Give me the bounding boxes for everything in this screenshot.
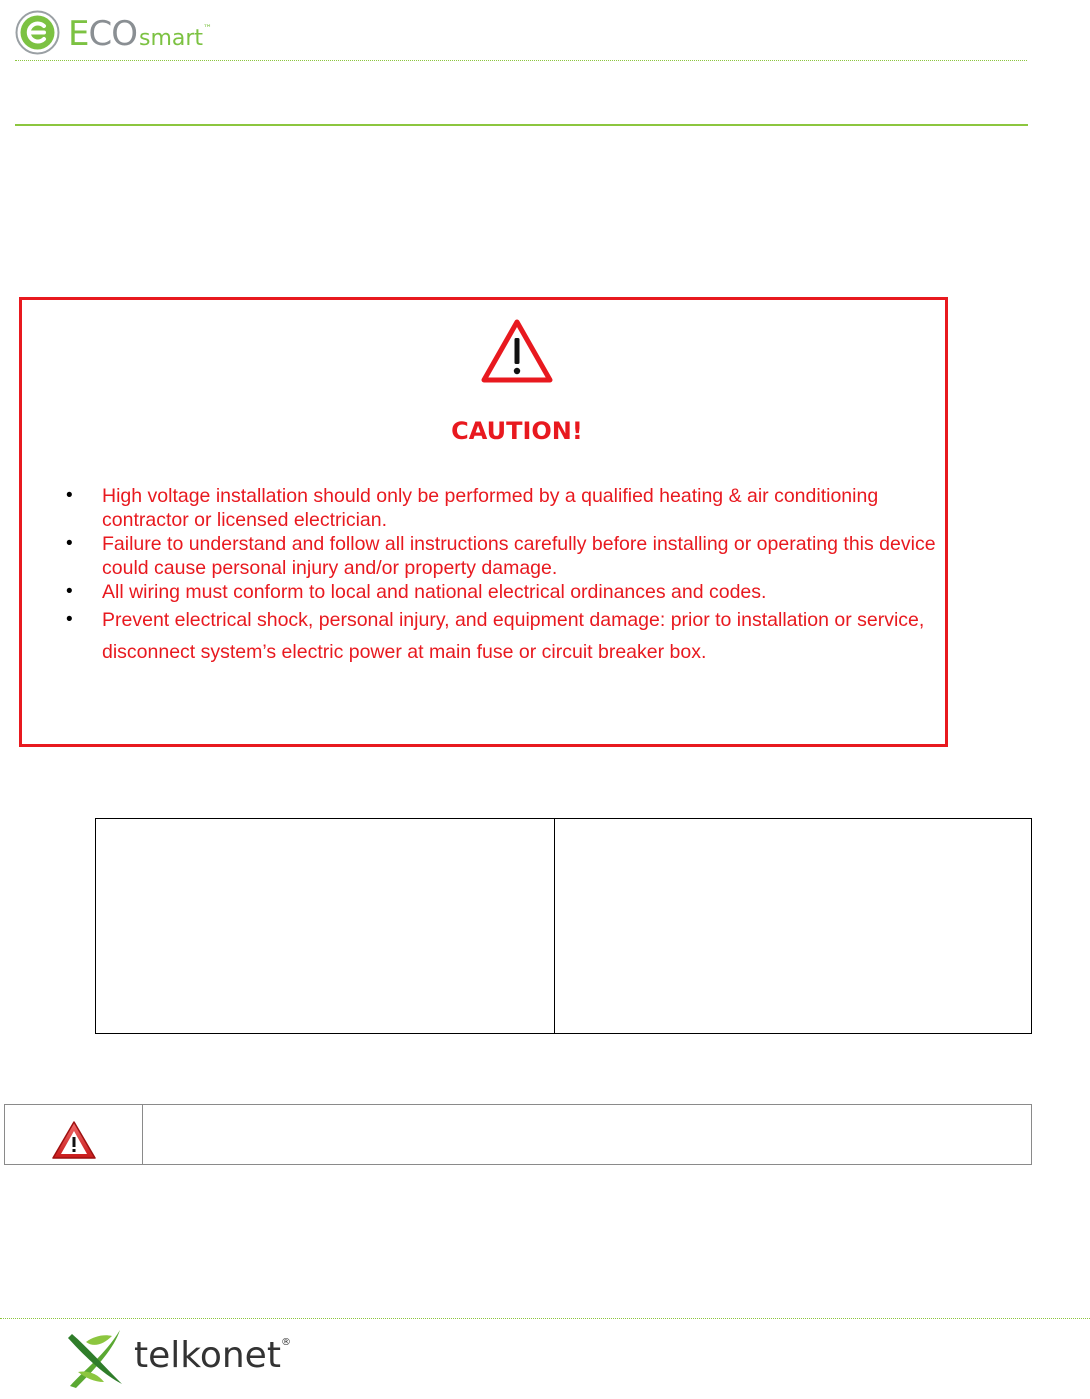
caution-list — [66, 484, 938, 668]
bullet-icon: • — [66, 609, 73, 630]
table-cell-right — [555, 819, 1031, 1033]
caution-title: CAUTION! — [451, 417, 583, 445]
logo-trademark: ™ — [203, 24, 213, 34]
logo-smart: smart — [139, 26, 204, 51]
bullet-icon: • — [66, 581, 73, 602]
logo-e: E — [68, 14, 89, 54]
registered-mark: ® — [280, 1337, 291, 1348]
header-rule — [15, 124, 1028, 126]
ecosmart-logo — [68, 14, 213, 54]
telkonet-logo — [134, 1335, 291, 1376]
warning-note-row — [4, 1104, 1032, 1165]
warning-triangle-icon — [480, 318, 554, 384]
bullet-icon: • — [66, 533, 73, 554]
list-item — [66, 580, 938, 604]
empty-table — [95, 818, 1032, 1034]
telkonet-brand: telkonet — [134, 1335, 281, 1376]
header-dotted-divider — [15, 60, 1027, 61]
bullet-icon: • — [66, 485, 73, 506]
caution-item-text: Failure to understand and follow all instructions carefully before installing or operating this device could cause personal injury and/or property damage. — [102, 533, 936, 579]
logo-co: CO — [88, 14, 137, 54]
warning-triangle-icon — [51, 1119, 97, 1161]
caution-item-text: Prevent electrical shock, personal injury, and equipment damage: prior to installation or service, disconnect system’s electric power at main fuse or circuit breaker box. — [102, 609, 925, 663]
list-item — [66, 604, 938, 668]
footer-dotted-divider — [0, 1318, 1090, 1319]
note-text-cell — [143, 1105, 1031, 1164]
list-item — [66, 532, 938, 580]
ecosmart-logo-icon — [15, 10, 60, 55]
caution-item-text: All wiring must conform to local and national electrical ordinances and codes. — [102, 581, 767, 603]
telkonet-logo-icon — [64, 1326, 126, 1390]
table-cell-left — [96, 819, 555, 1033]
note-icon-cell — [5, 1105, 143, 1164]
caution-item-text: High voltage installation should only be performed by a qualified heating & air conditioning contractor or licensed electrician. — [102, 485, 879, 531]
list-item — [66, 484, 938, 532]
